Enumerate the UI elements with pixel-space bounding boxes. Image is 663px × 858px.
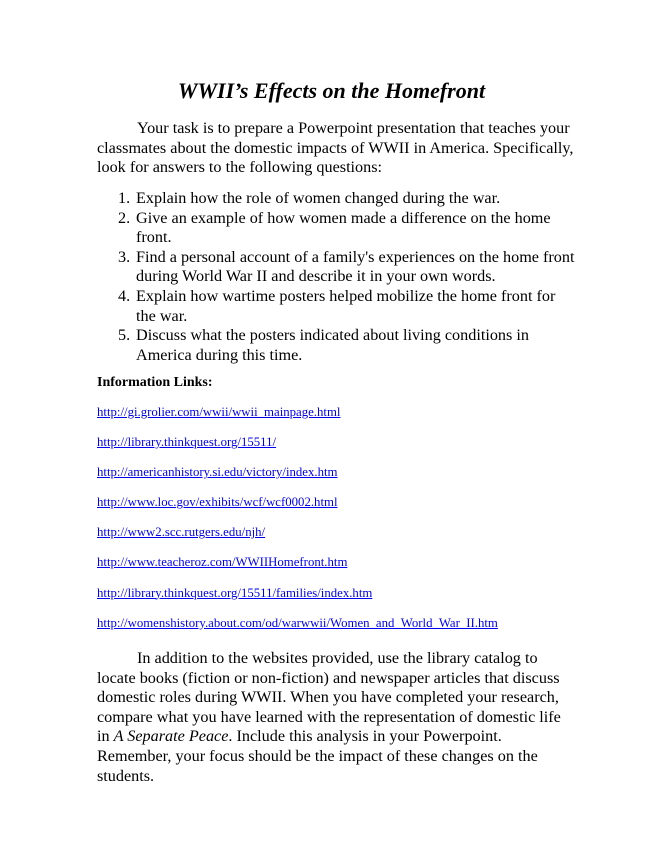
info-link[interactable]: http://library.thinkquest.org/15511/families/index.htm — [97, 585, 373, 600]
info-links-list — [97, 404, 498, 645]
question-item — [97, 189, 577, 209]
question-number: 1. — [118, 189, 131, 207]
question-item — [97, 326, 577, 365]
link-item — [97, 404, 498, 434]
question-number: 4. — [118, 286, 131, 305]
info-link[interactable]: http://americanhistory.si.edu/victory/index.htm — [97, 465, 338, 480]
question-item — [97, 209, 577, 248]
info-link[interactable]: http://womenshistory.about.com/od/warwwii/Women_and_World_War_II.htm — [97, 615, 498, 630]
info-link[interactable]: http://www2.scc.rutgers.edu/njh/ — [97, 525, 266, 540]
question-number: 2. — [118, 208, 131, 227]
link-item — [97, 524, 498, 554]
link-item — [97, 615, 498, 645]
info-link[interactable]: http://www.teacheroz.com/WWIIHomefront.htm — [97, 555, 348, 570]
closing-text-after: . Include this analysis in your Powerpoint. Remember, your focus should be the impact of these changes on the students. — [97, 727, 538, 785]
closing-paragraph — [97, 649, 577, 786]
link-item — [97, 434, 498, 464]
intro-paragraph: Your task is to prepare a Powerpoint presentation that teaches your classmates about the domestic impacts of WWII in America. Specifically, look for answers to the following questions: — [97, 119, 574, 177]
question-text: Explain how wartime posters helped mobilize the home front for the war. — [136, 286, 556, 325]
book-title: A Separate Peace — [113, 727, 229, 746]
link-item — [97, 585, 498, 615]
question-text: Give an example of how women made a difference on the home front. — [136, 208, 551, 247]
info-link[interactable]: http://www.loc.gov/exhibits/wcf/wcf0002.html — [97, 495, 338, 510]
info-link[interactable]: http://library.thinkquest.org/15511/ — [97, 435, 277, 450]
question-text: Explain how the role of women changed during the war. — [136, 189, 501, 207]
info-link[interactable]: http://gi.grolier.com/wwii/wwii_mainpage.html — [97, 405, 341, 419]
link-item — [97, 464, 498, 494]
document-title: WWII’s Effects on the Homefront — [177, 78, 486, 103]
question-number: 5. — [118, 326, 131, 345]
question-list — [97, 189, 577, 365]
link-item — [97, 554, 498, 584]
question-item — [97, 248, 577, 287]
question-item — [97, 287, 577, 326]
link-item — [97, 494, 498, 524]
links-heading: Information Links: — [97, 375, 213, 390]
question-text: Find a personal account of a family's experiences on the home front during World War II and describe it in your own words. — [136, 247, 575, 286]
question-number: 3. — [118, 247, 131, 266]
closing-text-before: In addition to the websites provided, use the library catalog to locate books (fiction or non-fiction) and newspaper articles that discuss domestic roles during WWII. When you have completed your research, compare what you have learned with the representation of domestic life in — [97, 649, 561, 746]
question-text: Discuss what the posters indicated about living conditions in America during this time. — [136, 326, 529, 364]
